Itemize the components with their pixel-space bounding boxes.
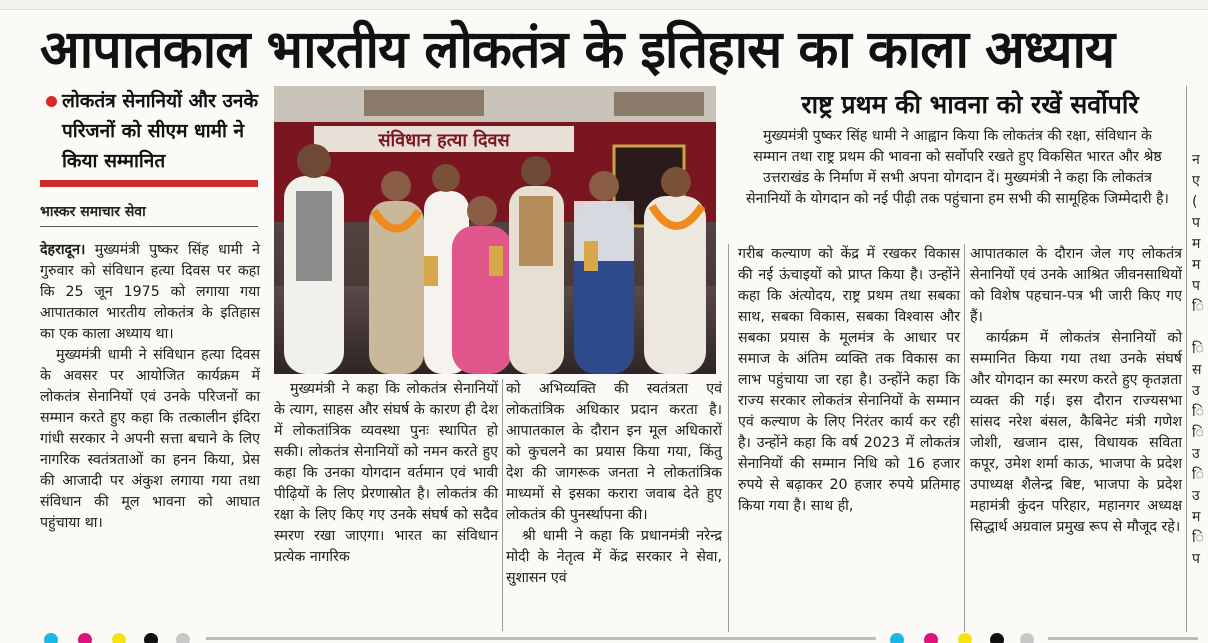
paragraph: कार्यक्रम में लोकतंत्र सेनानियों को सम्मानित किया गया तथा उनके संघर्ष और योगदान का स्मरण करते हुए कृतज्ञता व्यक्त की गई। इस दौरान राज्यसभा सांसद नरेश बंसल, कैबिनेट मंत्री गणेश जोशी, खजान दास, विधायक सविता कपूर, उमेश शर्मा काऊ, भाजपा के प्रदेश उपाध्यक्ष शैलेन्द्र बिष्ट, भाजपा के प्रदेश महामंत्री कुंदन परिहार, महानगर अध्यक्ष सिद्धार्थ अग्रवाल प्रमुख रूप से मौजूद रहे। — [970, 330, 1182, 535]
paragraph: मुख्यमंत्री ने कहा कि लोकतंत्र सेनानियों के त्याग, साहस और संघर्ष के कारण ही देश में लोकतांत्रिक व्यवस्था पुनः स्थापित हो सकी। लोकतंत्र सेनानियों को नमन करते हुए कहा कि उनका योगदान वर्तमान एवं भावी पीढ़ियों के लिए प्रेरणास्रोत है। लोकतंत्र की रक्षा के लिए किए गए उनके संघर्ष को सदैव स्मरण रखा जाएगा। भारत का संविधान प्रत्येक नागरिक — [274, 381, 498, 565]
magenta-mark-icon — [924, 633, 938, 643]
print-registration-bar — [0, 631, 1208, 643]
lead-red-rule — [40, 180, 258, 187]
adjacent-article-edge: न ए ( प म म प ि ि स उ ि ि उ ि उ म ि प — [1192, 152, 1204, 567]
stage-banner-text: संविधान हत्या दिवस — [378, 130, 510, 151]
sub-headline: राष्ट्र प्रथम की भावना को रखें सर्वोपरि — [801, 90, 1139, 119]
black-mark-icon — [144, 633, 158, 643]
article-column-3 — [506, 379, 722, 631]
paragraph: को अभिव्यक्ति की स्वतंत्रता एवं लोकतांत्रिक अधिकार प्रदान करता है। आपातकाल के दौरान इन मूल अधिकारों को कुचलने का प्रयास किया गया, किंतु देश की जागरूक जनता ने लोकतांत्रिक माध्यमों से इसका करारा जवाब देते हुए लोकतंत्र की पुनर्स्थापना की। — [506, 381, 722, 523]
registration-line — [206, 637, 876, 640]
registration-line — [1048, 637, 1198, 640]
article-border — [1186, 86, 1187, 632]
cyan-mark-icon — [44, 633, 58, 643]
black-mark-icon — [990, 633, 1004, 643]
paragraph — [40, 240, 260, 345]
summary-text: मुख्यमंत्री पुष्कर सिंह धामी ने आह्वान किया कि लोकतंत्र की रक्षा, संविधान के सम्मान तथा राष्ट्र प्रथम की भावना को सर्वोपरि रखते हुए विकसित भारत और श्रेष्ठ उत्तराखंड के निर्माण में सभी अपना योगदान दें। मुख्यमंत्री ने कहा कि लोकतंत्र सेनानियों के योगदान को नई पीढ़ी तक पहुंचाना हम सभी की सामूहिक जिम्मेदारी है। — [746, 128, 1169, 207]
magenta-mark-icon — [78, 633, 92, 643]
cyan-mark-icon — [890, 633, 904, 643]
paragraph-text: मुख्यमंत्री पुष्कर सिंह धामी ने गुरुवार को संविधान हत्या दिवस पर कहा कि 25 जून 1975 को लगाया गया आपातकाल भारतीय लोकतंत्र के इतिहास का एक काला अध्याय था। — [40, 242, 260, 342]
main-headline: आपातकाल भारतीय लोकतंत्र के इतिहास का काला अध्याय — [40, 20, 1115, 80]
article-column-2 — [274, 379, 498, 631]
article-column-4 — [738, 244, 960, 632]
dateline: देहरादून। — [40, 242, 86, 258]
page-top-strip — [0, 0, 1208, 10]
yellow-mark-icon — [112, 633, 126, 643]
paragraph: आपातकाल के दौरान जेल गए लोकतंत्र सेनानियों एवं उनके आश्रित जीवनसाथियों को विशेष पहचान-पत्र भी जारी किए गए हैं। — [970, 246, 1182, 325]
yellow-mark-icon — [958, 633, 972, 643]
event-photo — [274, 86, 716, 374]
column-divider — [964, 244, 965, 632]
paragraph: श्री धामी ने कहा कि प्रधानमंत्री नरेन्द्र मोदी के नेतृत्व में केंद्र सरकार ने सेवा, सुशासन एवं — [506, 528, 722, 586]
bullet-dot-icon — [46, 96, 57, 107]
lead-highlight — [40, 86, 262, 182]
paragraph: गरीब कल्याण को केंद्र में रखकर विकास की नई ऊंचाइयों को प्राप्त किया है। उन्होंने कहा कि अंत्योदय, राष्ट्र प्रथम तथा सबका साथ, सबका विकास, सबका विश्वास और सबका प्रयास के मूलमंत्र के आधार पर समाज के अंतिम व्यक्ति तक विकास का लाभ पहुंचाया जा रहा है। उन्होंने कहा कि राज्य सरकार लोकतंत्र सेनानियों के सम्मान एवं कल्याण के लिए निरंतर कार्य कर रही है। उन्होंने कहा कि वर्ष 2023 में लोकतंत्र सेनानियों की सम्मान निधि को 16 हजार रुपये से बढ़ाकर 20 हजार रुपये प्रतिमाह किया गया है। साथ ही, — [738, 246, 960, 514]
byline-rule — [40, 226, 258, 227]
photo-illustration — [274, 86, 716, 374]
byline: भास्कर समाचार सेवा — [40, 204, 146, 220]
article-column-5 — [970, 244, 1182, 632]
column-divider — [502, 379, 503, 631]
gray-mark-icon — [1020, 633, 1034, 643]
lead-text: लोकतंत्र सेनानियों और उनके परिजनों को सीएम धामी ने किया सम्मानित — [62, 90, 259, 172]
paragraph: मुख्यमंत्री धामी ने संविधान हत्या दिवस के अवसर पर आयोजित कार्यक्रम में लोकतंत्र सेनानियों एवं उनके परिजनों का सम्मान करते हुए कहा कि तत्कालीन इंदिरा गांधी सरकार ने अपनी सत्ता बचाने के लिए नागरिक स्वतंत्रताओं का हनन किया, प्रेस की आजादी पर अंकुश लगाया गया तथा संविधान की मूल भावना को आघात पहुंचाया था। — [40, 347, 260, 531]
column-divider — [728, 244, 729, 632]
gray-mark-icon — [176, 633, 190, 643]
article-column-1 — [40, 240, 260, 630]
